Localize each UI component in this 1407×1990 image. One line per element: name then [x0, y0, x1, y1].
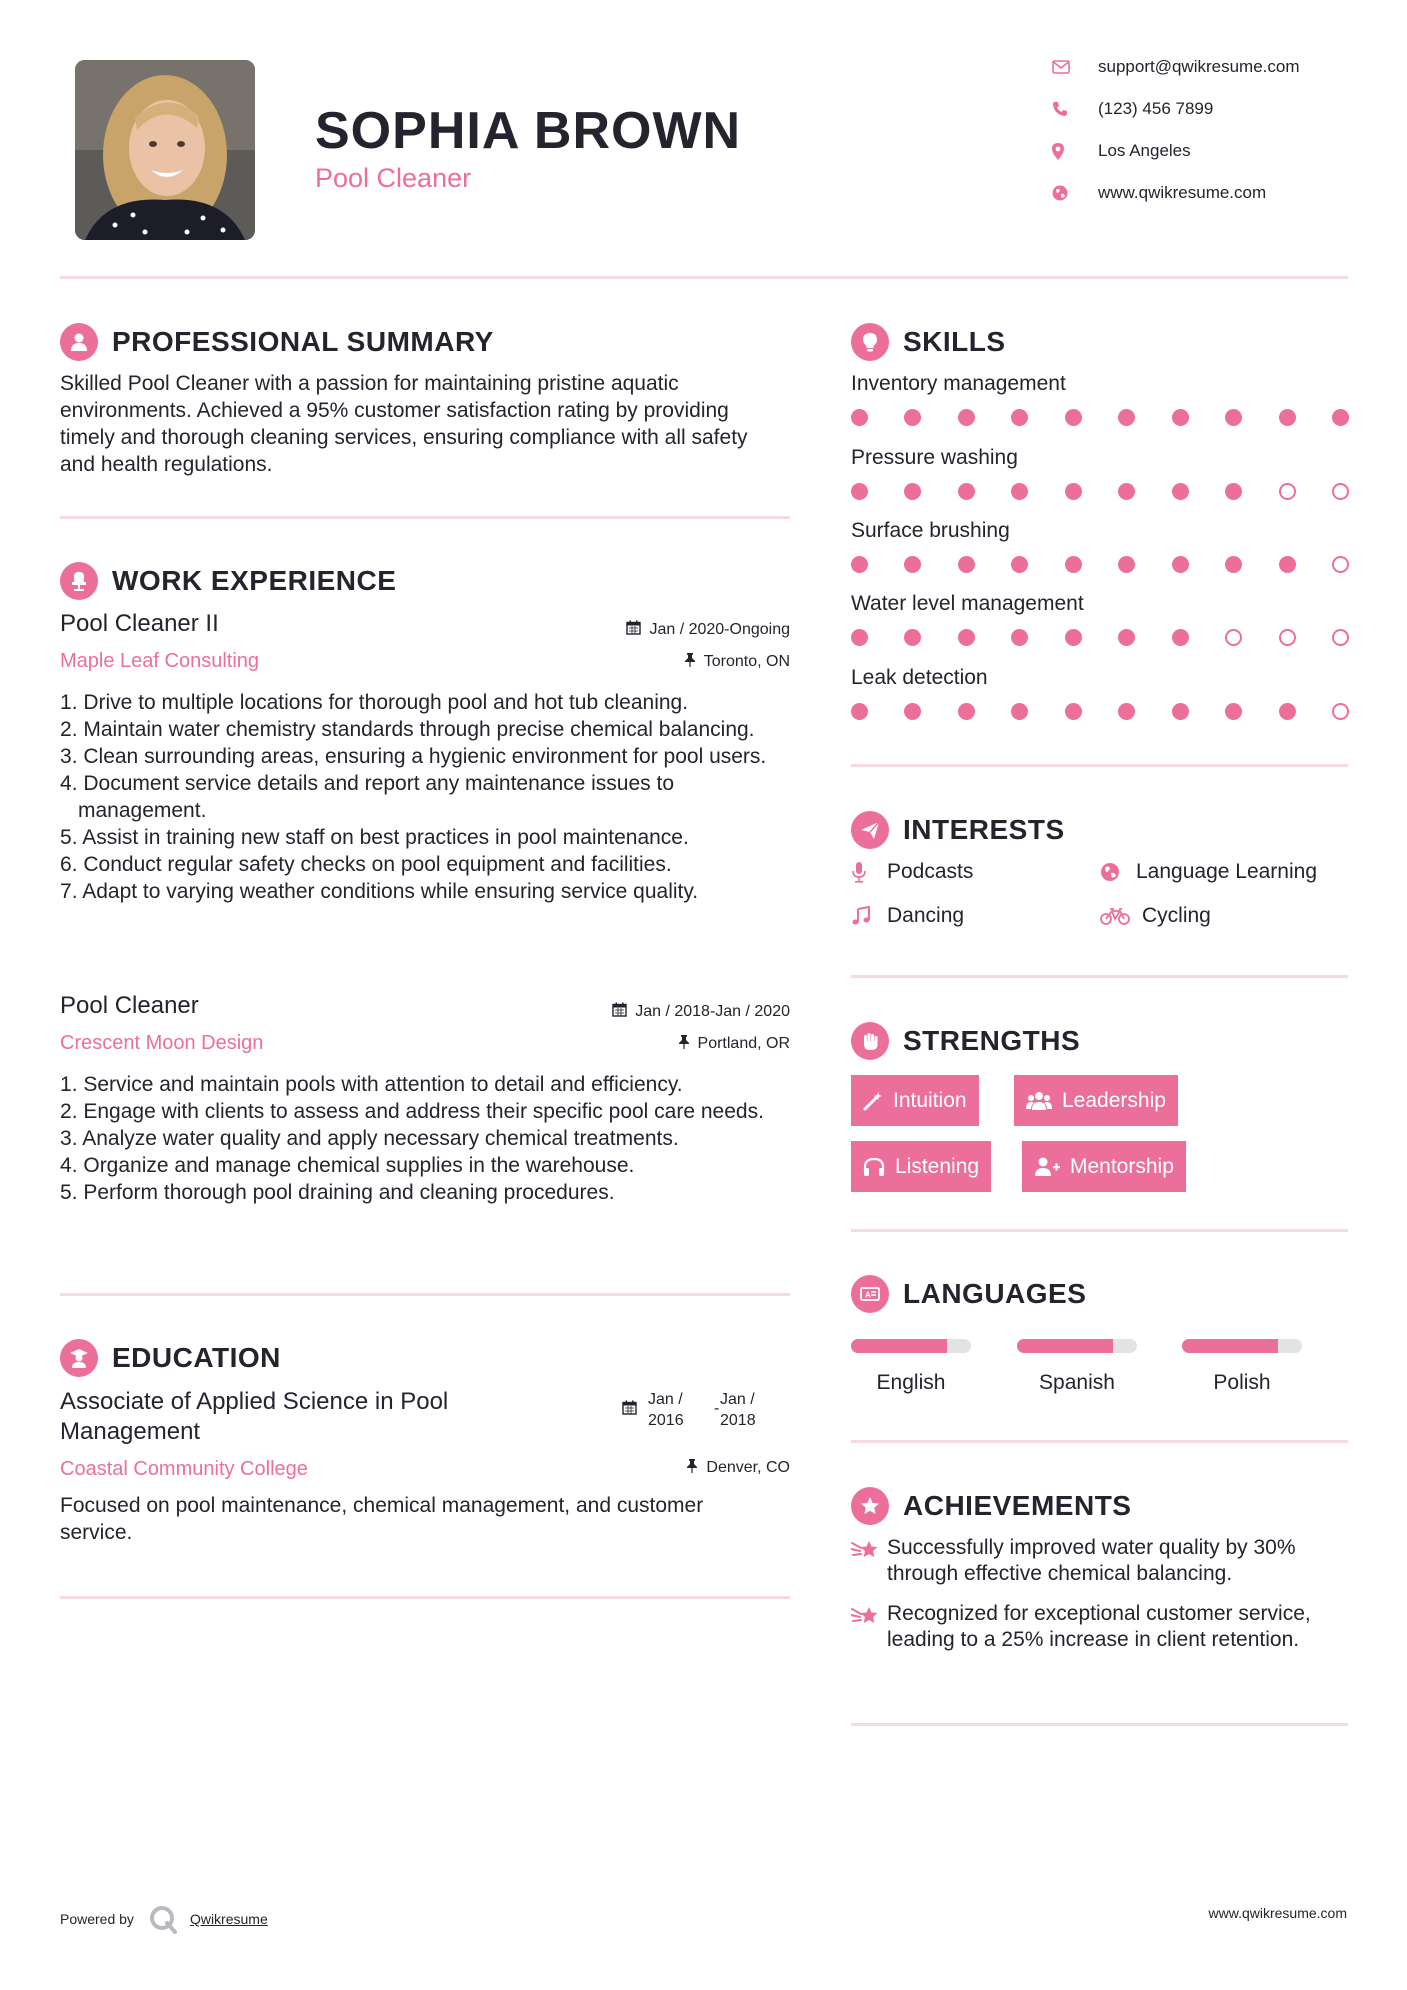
candidate-role: Pool Cleaner: [315, 163, 472, 193]
strength-label: Intuition: [893, 1088, 967, 1112]
contact-email[interactable]: [1052, 57, 1300, 77]
skill-rating: [851, 703, 1349, 720]
header-divider: [60, 276, 1348, 279]
summary-divider: [60, 516, 790, 519]
qwikresume-logo-icon: [148, 1904, 178, 1934]
envelope-icon: [1052, 60, 1086, 74]
language-item: [851, 1339, 971, 1395]
achievements-heading: [851, 1487, 1131, 1525]
language-name: English: [876, 1371, 946, 1394]
paper-plane-icon: [851, 811, 889, 849]
skill-rating: [851, 483, 1349, 500]
achievements-title: ACHIEVEMENTS: [903, 1490, 1132, 1521]
skill-dot-filled: [1279, 409, 1296, 426]
skill-dot-filled: [1011, 629, 1028, 646]
skill-dot-empty: [1332, 703, 1349, 720]
duty-item: Document service details and report any maintenance issues to management.: [78, 772, 675, 822]
skill-dot-filled: [1172, 703, 1189, 720]
interests-divider: [851, 975, 1348, 978]
skill-dot-empty: [1332, 629, 1349, 646]
job-location-text: Portland, OR: [697, 1035, 790, 1052]
skill-dot-filled: [1118, 556, 1135, 573]
skill-dot-empty: [1279, 629, 1296, 646]
contact-website[interactable]: [1052, 183, 1266, 203]
contact-phone-text: (123) 456 7899: [1098, 99, 1214, 118]
skill-dot-filled: [958, 703, 975, 720]
interest-label: Language Learning: [1136, 860, 1318, 883]
skill-rating: [851, 409, 1349, 426]
skill-dot-filled: [1172, 629, 1189, 646]
education-start-date: Jan / 2016: [648, 1391, 684, 1429]
skill-dot-filled: [1011, 703, 1028, 720]
calendar-icon: [612, 1002, 627, 1022]
skill-rating: [851, 629, 1349, 646]
skill-dot-empty: [1225, 629, 1242, 646]
job-location: [490, 1034, 790, 1054]
skill-rating: [851, 556, 1349, 573]
job-dates: [490, 620, 790, 640]
graduate-icon: [60, 1339, 98, 1377]
skill-dot-filled: [1118, 409, 1135, 426]
company-name: Crescent Moon Design: [60, 1032, 264, 1054]
languages-heading: [851, 1275, 1086, 1313]
job-title: Pool Cleaner II: [60, 610, 219, 637]
job-dates: [490, 1002, 790, 1022]
candidate-name: SOPHIA BROWN: [315, 102, 742, 160]
duty-item: Organize and manage chemical supplies in the warehouse.: [83, 1154, 635, 1177]
skill-name: Inventory management: [851, 372, 1066, 395]
calendar-icon: [626, 620, 641, 640]
skill-name: Pressure washing: [851, 446, 1018, 469]
strength-chip: [1014, 1075, 1178, 1126]
footer-powered-by: [60, 1904, 268, 1934]
phone-icon: [1052, 101, 1086, 117]
skill-dot-filled: [851, 703, 868, 720]
skill-dot-filled: [1172, 556, 1189, 573]
skill-dot-filled: [1225, 483, 1242, 500]
interest-label: Cycling: [1142, 904, 1211, 927]
skill-dot-filled: [1225, 556, 1242, 573]
language-level-bar: [1182, 1339, 1302, 1353]
duty-item: Perform thorough pool draining and cleaning procedures.: [83, 1181, 615, 1204]
school-name: Coastal Community College: [60, 1458, 308, 1480]
skill-dot-filled: [1011, 409, 1028, 426]
job-location: [490, 652, 790, 672]
bicycle-icon: [1100, 906, 1134, 926]
skill-dot-filled: [851, 483, 868, 500]
experience-title: WORK EXPERIENCE: [112, 565, 397, 596]
duty-item: Conduct regular safety checks on pool equipment and facilities.: [83, 853, 672, 876]
skill-name: Surface brushing: [851, 519, 1010, 542]
language-name: Spanish: [1039, 1371, 1115, 1394]
skill-dot-filled: [904, 556, 921, 573]
headphones-icon: [863, 1157, 885, 1177]
interest-item: [1100, 904, 1211, 928]
language-item: [1017, 1339, 1137, 1395]
interests-heading: [851, 811, 1065, 849]
qwikresume-link[interactable]: Qwikresume: [189, 1911, 268, 1927]
interest-item: [851, 904, 964, 928]
achievements-divider: [851, 1723, 1348, 1726]
skill-dot-filled: [1118, 483, 1135, 500]
svg-text:A: A: [865, 1290, 871, 1300]
experience-divider: [60, 1293, 790, 1296]
skill-name: Water level management: [851, 592, 1084, 615]
language-level-fill: [1017, 1339, 1113, 1353]
duty-item: Assist in training new staff on best practices in pool maintenance.: [82, 826, 689, 849]
achievement-item: [851, 1535, 1348, 1587]
strength-label: Leadership: [1062, 1088, 1166, 1112]
interest-label: Podcasts: [887, 860, 974, 883]
shooting-star-icon: [851, 1535, 887, 1587]
strengths-title: STRENGTHS: [903, 1025, 1081, 1056]
duty-item: Drive to multiple locations for thorough pool and hot tub cleaning.: [83, 691, 689, 714]
contact-location-text: Los Angeles: [1098, 141, 1191, 160]
pushpin-icon: [686, 1458, 698, 1478]
skill-dot-filled: [1279, 556, 1296, 573]
education-location-text: Denver, CO: [706, 1459, 790, 1476]
summary-text: Skilled Pool Cleaner with a passion for maintaining pristine aquatic environments. Achieved a 95% customer satisfaction rating by providing timely and thorough cleaning services, ensuring compliance with all safety and health regulations.: [60, 372, 748, 476]
interest-item: [1100, 860, 1317, 884]
skill-dot-filled: [1065, 483, 1082, 500]
globe-icon: [1100, 862, 1128, 882]
strength-chip: [851, 1141, 991, 1192]
calendar-icon: [622, 1400, 637, 1420]
globe-icon: [1052, 185, 1086, 201]
achievement-text: Recognized for exceptional customer service, leading to a 25% increase in client retention.: [887, 1602, 1311, 1651]
strength-chip: [1022, 1141, 1186, 1192]
language-level-fill: [851, 1339, 947, 1353]
skill-dot-filled: [1065, 556, 1082, 573]
skill-dot-filled: [958, 483, 975, 500]
skill-dot-filled: [904, 483, 921, 500]
skill-dot-filled: [958, 556, 975, 573]
experience-heading: [60, 562, 396, 600]
skill-dot-filled: [904, 703, 921, 720]
skill-dot-filled: [851, 409, 868, 426]
language-level-fill: [1182, 1339, 1278, 1353]
magic-wand-icon: [863, 1091, 883, 1111]
powered-by-text: Powered by: [60, 1911, 134, 1927]
skill-dot-empty: [1279, 483, 1296, 500]
job-dates-text: Jan / 2018-Jan / 2020: [635, 1003, 790, 1020]
job-title: Pool Cleaner: [60, 992, 199, 1019]
lightbulb-icon: [851, 323, 889, 361]
language-level-bar: [1017, 1339, 1137, 1353]
map-pin-icon: [1052, 143, 1086, 160]
duty-item: Maintain water chemistry standards through precise chemical balancing.: [83, 718, 755, 741]
contact-website-text: www.qwikresume.com: [1098, 183, 1267, 202]
education-description: Focused on pool maintenance, chemical management, and customer service.: [60, 1494, 704, 1544]
profile-photo: [75, 60, 255, 240]
skill-dot-filled: [1279, 703, 1296, 720]
degree-title: Associate of Applied Science in Pool Management: [60, 1388, 449, 1445]
language-item: [1182, 1339, 1302, 1395]
job-location-text: Toronto, ON: [703, 653, 790, 670]
skill-dot-filled: [1065, 409, 1082, 426]
music-icon: [851, 906, 879, 926]
skill-dot-filled: [958, 409, 975, 426]
skill-dot-empty: [1332, 556, 1349, 573]
contact-location: [1052, 141, 1191, 161]
skill-dot-filled: [851, 556, 868, 573]
job-duties: [60, 689, 795, 905]
contact-email-text: support@qwikresume.com: [1098, 57, 1300, 76]
skill-dot-filled: [958, 629, 975, 646]
footer-url[interactable]: www.qwikresume.com: [1208, 1905, 1347, 1921]
language-name: Polish: [1213, 1371, 1271, 1394]
star-badge-icon: [851, 1487, 889, 1525]
duty-item: Clean surrounding areas, ensuring a hygienic environment for pool users.: [83, 745, 767, 768]
skill-dot-filled: [1225, 703, 1242, 720]
strengths-heading: [851, 1022, 1080, 1060]
education-heading: [60, 1339, 281, 1377]
duty-item: Analyze water quality and apply necessary chemical treatments.: [82, 1127, 679, 1150]
education-title: EDUCATION: [112, 1342, 281, 1373]
summary-title: PROFESSIONAL SUMMARY: [112, 326, 494, 357]
users-icon: [1026, 1091, 1052, 1111]
pushpin-icon: [684, 652, 696, 672]
language-level-bar: [851, 1339, 971, 1353]
briefcase-icon: [60, 562, 98, 600]
duty-item: Service and maintain pools with attention to detail and efficiency.: [83, 1073, 683, 1096]
education-end-date: Jan / 2018: [720, 1391, 756, 1429]
user-plus-icon: [1034, 1157, 1060, 1177]
skill-dot-filled: [1225, 409, 1242, 426]
skill-dot-filled: [1065, 703, 1082, 720]
job-duties: [60, 1071, 795, 1206]
interest-label: Dancing: [887, 904, 965, 927]
pushpin-icon: [678, 1034, 690, 1054]
user-icon: [60, 323, 98, 361]
contact-phone[interactable]: [1052, 99, 1213, 119]
skills-title: SKILLS: [903, 326, 1006, 357]
job-dates-text: Jan / 2020-Ongoing: [649, 621, 790, 638]
languages-title: LANGUAGES: [903, 1278, 1087, 1309]
skill-dot-filled: [1172, 483, 1189, 500]
skill-dot-filled: [1332, 409, 1349, 426]
strength-chip: [851, 1075, 979, 1126]
skill-name: Leak detection: [851, 666, 988, 689]
education-divider: [60, 1596, 790, 1599]
skill-dot-filled: [1011, 483, 1028, 500]
company-name: Maple Leaf Consulting: [60, 650, 260, 672]
interests-title: INTERESTS: [903, 814, 1065, 845]
skill-dot-filled: [904, 629, 921, 646]
skill-dot-filled: [851, 629, 868, 646]
duty-item: Engage with clients to assess and address their specific pool care needs.: [83, 1100, 764, 1123]
skill-dot-filled: [904, 409, 921, 426]
summary-heading: [60, 323, 494, 361]
microphone-icon: [851, 861, 879, 883]
strengths-divider: [851, 1229, 1348, 1232]
skill-dot-filled: [1065, 629, 1082, 646]
interest-item: [851, 860, 973, 884]
achievement-item: [851, 1601, 1348, 1653]
skill-dot-filled: [1011, 556, 1028, 573]
language-card-icon: [851, 1275, 889, 1313]
skill-dot-filled: [1118, 703, 1135, 720]
duty-item: Adapt to varying weather conditions while ensuring service quality.: [82, 880, 699, 903]
achievement-text: Successfully improved water quality by 30% through effective chemical balancing.: [887, 1536, 1296, 1585]
strength-label: Mentorship: [1070, 1154, 1174, 1178]
skills-divider: [851, 764, 1348, 767]
strength-label: Listening: [895, 1154, 980, 1178]
skill-dot-filled: [1118, 629, 1135, 646]
hand-icon: [851, 1022, 889, 1060]
shooting-star-icon: [851, 1601, 887, 1653]
skill-dot-empty: [1332, 483, 1349, 500]
education-location: [490, 1458, 790, 1478]
education-date-separator: -: [714, 1400, 720, 1417]
skill-dot-filled: [1172, 409, 1189, 426]
skills-heading: [851, 323, 1006, 361]
languages-divider: [851, 1440, 1348, 1443]
